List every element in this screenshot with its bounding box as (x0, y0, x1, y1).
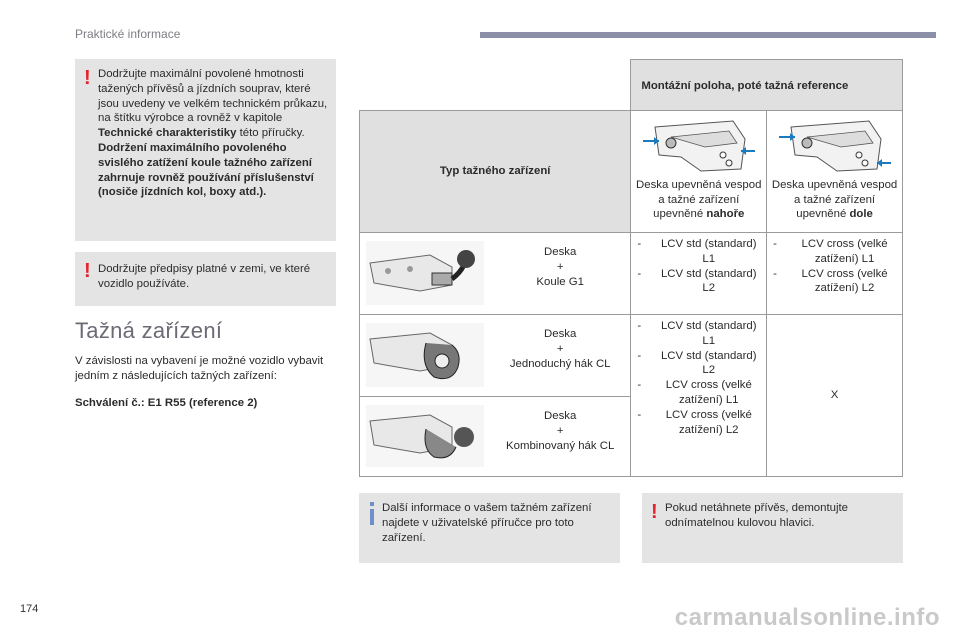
warning-icon: ! (651, 501, 658, 523)
table-row: Deska + Kombinovaný hák CL (360, 397, 903, 477)
warning-text: Dodržujte maximální povolené hmotnosti tažených přívěsů a jízdních souprav, které jsou uvedeny ve velkém technickém průkazu, na štítku výrobce a rovněž v kapitole (98, 68, 328, 125)
mount-top-diagram-icon (641, 117, 757, 173)
not-available-mark: X (767, 315, 903, 477)
warning-box-weights (75, 59, 336, 241)
table-row: Deska + Jednoduchý hák CL - LCV std (standard) L1 - LCV std (standard) L2 - LCV cross (velké zatížení) L1 - LCV cross (velké zatížení) L2 X (360, 315, 903, 397)
warning-text: Dodržujte předpisy platné v zemi, ve které vozidlo používáte. (98, 263, 311, 290)
towbar-table (359, 59, 903, 477)
table-header-top: Deska upevněná vespod a tažné zařízení upevněné nahoře (631, 111, 767, 233)
warning-box-ball (642, 493, 903, 563)
running-header: Praktické informace (75, 27, 181, 41)
warning-text-load: Dodržení maximálního povoleného svislého zatížení koule tažného zařízení zahrnuje rovněž používání příslušenství (nosiče jízdních kol, boxy atd.). (98, 141, 314, 199)
info-text: Další informace o vašem tažném zařízení najdete v uživatelské příručce pro toto zařízení. (382, 502, 592, 544)
page-number: 174 (20, 603, 39, 615)
watermark: carmanualsonline.info (674, 604, 940, 631)
table-header-bottom: Deska upevněná vespod a tažné zařízení upevněné dole (767, 111, 903, 233)
mount-bottom-diagram-icon (777, 117, 893, 173)
table-header-mounting: Montážní poloha, poté tažná reference (631, 60, 903, 111)
towbar-single-hook-icon (360, 315, 490, 395)
section-title: Tažná zařízení (75, 318, 223, 343)
warning-text: Pokud netáhnete přívěs, demontujte odnímatelnou kulovou hlavici. (665, 502, 849, 529)
section-intro: V závislosti na vybavení je možné vozidlo vybavit jedním z následujících tažných zařízení: (75, 355, 324, 382)
table-row: Deska + Koule G1 - LCV std (standard) L1 - LCV std (standard) L2 - LCV cross (velké zatížení) L1 - LCV cross (velké zatížení) L2 (360, 233, 903, 315)
header-bar (480, 32, 936, 38)
warning-box-regulations (75, 252, 336, 306)
info-box (359, 493, 620, 563)
warning-text-end: této příručky. (236, 127, 305, 140)
approval-number: Schválení č.: E1 R55 (reference 2) (75, 397, 258, 409)
towbar-combined-hook-icon (360, 397, 490, 475)
warning-icon: ! (84, 260, 91, 282)
table-header-type: Typ tažného zařízení (360, 111, 631, 233)
warning-text-bold: Technické charakteristiky (98, 127, 237, 140)
info-icon (370, 509, 374, 525)
warning-icon: ! (84, 67, 91, 89)
towbar-ball-g1-icon (360, 233, 490, 313)
